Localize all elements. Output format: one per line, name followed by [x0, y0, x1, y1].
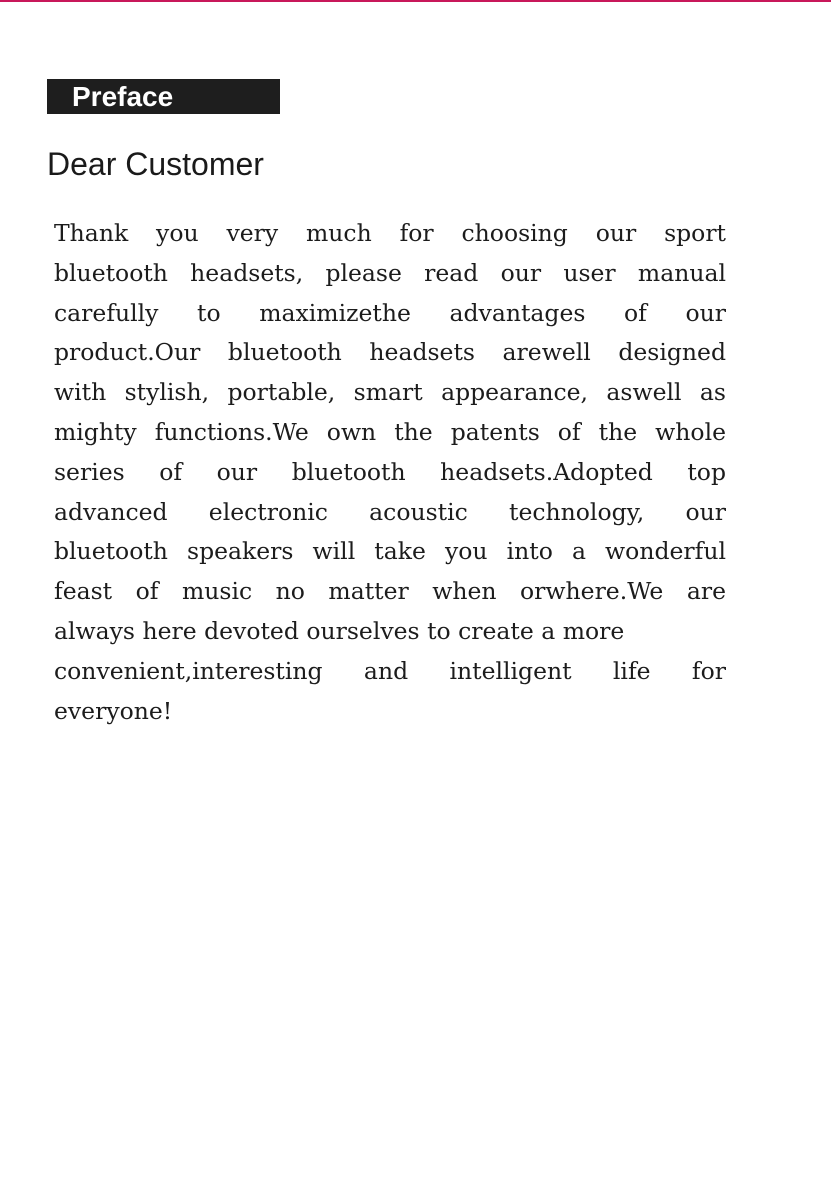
paragraph-line: product.Our bluetooth headsets arewell designed	[54, 338, 726, 367]
salutation-heading: Dear Customer	[47, 146, 264, 182]
paragraph-line: series of our bluetooth headsets.Adopted top	[54, 457, 726, 486]
paragraph-line: feast of music no matter when orwhere.We are	[54, 577, 726, 606]
paragraph-line: bluetooth speakers will take you into a wonderful	[54, 537, 726, 566]
paragraph-line: Thank you very much for choosing our sport	[54, 219, 726, 247]
top-accent-rule	[0, 0, 831, 2]
paragraph-line: mighty functions.We own the patents of the whole	[54, 417, 726, 446]
paragraph-line: everyone!	[54, 696, 173, 725]
section-title: Preface	[72, 81, 174, 112]
paragraph-line: always here devoted ourselves to create a more	[54, 616, 625, 645]
section-title-banner	[47, 79, 280, 114]
paragraph-line: with stylish, portable, smart appearance, aswell as	[54, 378, 726, 407]
preface-paragraph	[54, 214, 726, 731]
paragraph-line: advanced electronic acoustic technology, our	[54, 497, 726, 526]
paragraph-line: convenient,interesting and intelligent life for	[54, 656, 726, 685]
paragraph-line: carefully to maximizethe advantages of our	[54, 298, 726, 327]
paragraph-line: bluetooth headsets, please read our user manual	[54, 258, 726, 287]
